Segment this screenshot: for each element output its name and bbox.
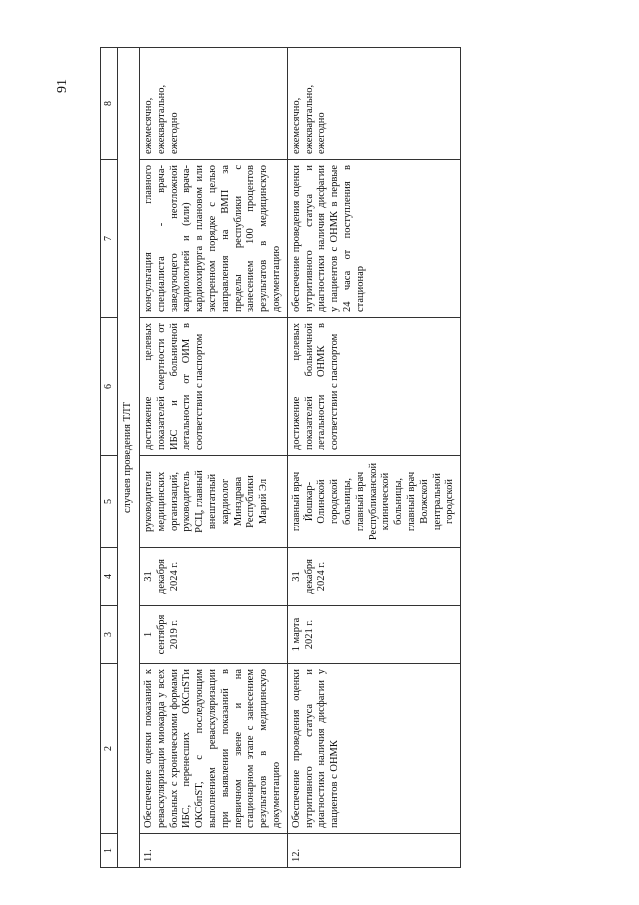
indicator-cell: обеспечение проведения оценки нутритивного статуса и диагностики наличия дисфагии у пациентов с ОНМК в первые 24 часа от поступления в стационар [287, 160, 460, 318]
column-number-row [101, 48, 118, 868]
start-date-cell: 1 марта 2021 г. [287, 606, 460, 664]
column-number: 2 [101, 664, 118, 834]
column-number: 4 [101, 548, 118, 606]
column-number: 1 [101, 834, 118, 868]
column-number: 3 [101, 606, 118, 664]
column-number: 6 [101, 318, 118, 456]
frequency-cell: ежемесячно, ежеквартально, ежегодно [139, 48, 287, 160]
section-caption: случаев проведения ТЛТ [118, 48, 140, 868]
result-cell: достижение целевых показателей смертности от ИБС и больничной летальности от ОИМ в соответствии с паспортом [139, 318, 287, 456]
page-number: 91 [55, 79, 70, 93]
column-number: 8 [101, 48, 118, 160]
activity-cell: Обеспечение проведения оценки нутритивного статуса и диагностики наличия дисфагии у пациентов с ОНМК [287, 664, 460, 834]
plan-table [100, 47, 461, 868]
row-number: 11. [139, 834, 287, 868]
end-date-cell: 31 декабря 2024 г. [139, 548, 287, 606]
section-caption-row [118, 48, 140, 868]
responsible-cell: руководители медицинских организаций, руководитель РСЦ, главный внештатный кардиолог Минздрава Республики Марий Эл [139, 456, 287, 548]
responsible-cell: главный врач Йошкар-Олинской городской больницы, главный врач Республиканской клинической больницы, главный врач Волжской центральной городской [287, 456, 460, 548]
frequency-cell: ежемесячно, ежеквартально, ежегодно [287, 48, 460, 160]
activity-cell: Обеспечение оценки показаний к реваскуляризации миокарда у всех больных с хроническими формами ИБС, перенесших ОКСпSTи ОКСбпST, с последующим выполнением реваскуляризации при выявлении показаний в первичном звене и на стационарном этапе с занесением результатов в медицинскую документацию [139, 664, 287, 834]
indicator-cell: консультация главного специалиста - врача-заведующего неотложной кардиологией и (или) врача-кардиохирурга в плановом или экстренном порядке с целью направления на ВМП за пределы республики с занесением 100 процентов результатов в медицинскую документацию [139, 160, 287, 318]
end-date-cell: 31 декабря 2024 г. [287, 548, 460, 606]
row-number: 12. [287, 834, 460, 868]
table-row [139, 48, 287, 868]
rotated-table-container [100, 48, 620, 868]
column-number: 5 [101, 456, 118, 548]
column-number: 7 [101, 160, 118, 318]
result-cell: достижение целевых показателей больничной летальности ОНМК в соответствии с паспортом [287, 318, 460, 456]
start-date-cell: 1 сентября 2019 г. [139, 606, 287, 664]
table-row [287, 48, 460, 868]
